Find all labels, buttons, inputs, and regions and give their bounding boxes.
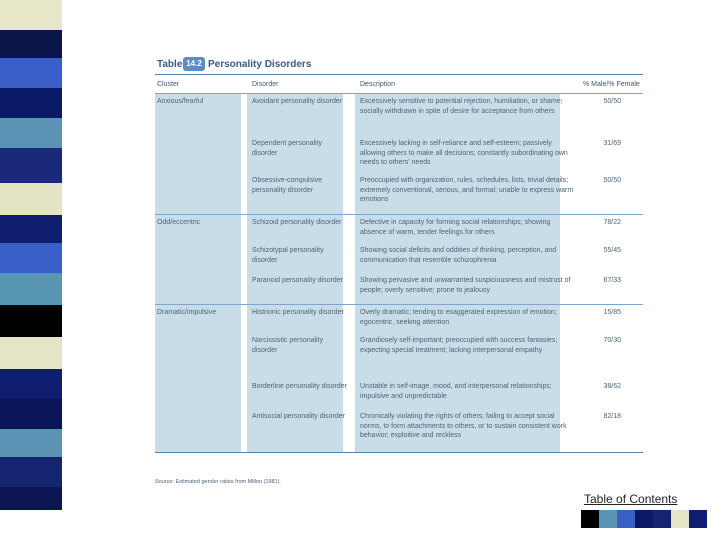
description-cell: Unstable in self-image, mood, and interpersonal relationships; impulsive and unpredictable: [360, 383, 552, 400]
disorder-cell: Obsessive-compulsive personality disorder: [252, 177, 323, 194]
cluster-group: [155, 304, 643, 452]
stripe-block: [0, 369, 62, 399]
table-of-contents-link[interactable]: Table of Contents: [584, 492, 678, 506]
header-description: Description: [360, 81, 396, 88]
header-disorder: Disorder: [252, 81, 279, 88]
description-cell: Preoccupied with organization, rules, schedules, lists, trivial details; extremely conventional, serious, and formal; unable to express warm emotions: [360, 177, 574, 203]
table-title-word: Table: [157, 59, 183, 70]
percent-cell: 31/69: [603, 140, 621, 147]
description-cell: Chronically violating the rights of others; failing to accept social norms, to form attachments to others, or to sustain consistent work behavior; exploitive and reckless: [360, 413, 567, 439]
disorder-cell: Borderline personality disorder: [252, 383, 347, 390]
color-swatch: [581, 510, 599, 528]
percent-cell: 70/30: [603, 337, 621, 344]
disorder-cell: Schizotypal personality disorder: [252, 247, 324, 264]
table-title: [155, 56, 643, 74]
description-cell: Overly dramatic; tending to exaggerated expression of emotion; egocentric, seeking attention: [360, 309, 557, 326]
stripe-block: [0, 118, 62, 148]
color-swatch: [635, 510, 653, 528]
stripe-block: [0, 337, 62, 369]
cluster-group: [155, 93, 643, 214]
color-swatch: [617, 510, 635, 528]
percent-cell: 50/50: [603, 177, 621, 184]
description-cell: Excessively sensitive to potential rejection, humiliation, or shame; socially withdrawn in spite of desire for acceptance from others: [360, 98, 563, 115]
percent-cell: 78/22: [603, 219, 621, 226]
table-row: [155, 173, 643, 215]
cluster-label: Dramatic/impulsive: [157, 309, 217, 316]
color-swatch: [689, 510, 707, 528]
stripe-block: [0, 457, 62, 487]
table-row: [155, 273, 643, 305]
table-figure: [155, 56, 643, 453]
description-cell: Grandiosely self-important; preoccupied with success fantasies; expecting special treatment; lacking interpersonal empathy: [360, 337, 558, 354]
table-body: [155, 93, 643, 453]
header-cluster: Cluster: [157, 81, 180, 88]
description-cell: Defective in capacity for forming social relationships; showing absence of warm, tender feelings for others: [360, 219, 551, 236]
decorative-stripe: [0, 0, 62, 540]
percent-cell: 50/50: [603, 98, 621, 105]
stripe-block: [0, 487, 62, 510]
table-row: [155, 243, 643, 273]
color-swatch: [671, 510, 689, 528]
percent-cell: 67/33: [603, 277, 621, 284]
percent-cell: 15/85: [603, 309, 621, 316]
table-row: [155, 305, 643, 333]
disorder-cell: Histrionic personality disorder: [252, 309, 344, 316]
stripe-block: [0, 58, 62, 88]
table-row: [155, 94, 643, 136]
disorder-cell: Antisocial personality disorder: [252, 413, 345, 420]
cluster-label: Odd/eccentric: [157, 219, 201, 226]
stripe-block: [0, 30, 62, 58]
stripe-block: [0, 429, 62, 457]
table-row: [155, 136, 643, 173]
table-number-badge: 14.2: [183, 57, 205, 71]
percent-cell: 82/18: [603, 413, 621, 420]
cluster-group: [155, 214, 643, 304]
cluster-label: Anxious/fearful: [157, 98, 204, 105]
table-header-row: [155, 75, 643, 93]
disorder-cell: Avoidant personality disorder: [252, 98, 343, 105]
stripe-block: [0, 88, 62, 118]
description-cell: Showing social deficits and oddities of thinking, perception, and communication that resemble schizophrenia: [360, 247, 557, 264]
table-row: [155, 215, 643, 243]
table-row: [155, 379, 643, 409]
table-name: Personality Disorders: [208, 59, 312, 70]
table-source-note: Source: Estimated gender ratios from Millon (1981).: [155, 479, 281, 485]
stripe-block: [0, 215, 62, 243]
percent-cell: 55/45: [603, 247, 621, 254]
disorder-cell: Narcissistic personality disorder: [252, 337, 324, 354]
table-row: [155, 333, 643, 379]
stripe-block: [0, 305, 62, 337]
disorder-cell: Paranoid personality disorder: [252, 277, 344, 284]
percent-cell: 38/62: [603, 383, 621, 390]
color-swatch: [653, 510, 671, 528]
color-swatch: [599, 510, 617, 528]
description-cell: Excessively lacking in self-reliance and self-esteem; passively allowing others to make all decisions; constantly subordinating own needs to others' needs: [360, 140, 568, 166]
stripe-block: [0, 243, 62, 273]
table-row: [155, 409, 643, 453]
stripe-block: [0, 399, 62, 429]
disorder-cell: Schizoid personality disorder: [252, 219, 342, 226]
header-pct: % Male/% Female: [583, 81, 640, 88]
stripe-block: [0, 273, 62, 305]
disorder-cell: Dependent personality disorder: [252, 140, 323, 157]
stripe-block: [0, 0, 62, 30]
description-cell: Showing pervasive and unwarranted suspiciousness and mistrust of people; overly sensitive; prone to jealousy: [360, 277, 571, 294]
stripe-block: [0, 183, 62, 215]
stripe-block: [0, 148, 62, 183]
color-swatches: [581, 510, 707, 528]
